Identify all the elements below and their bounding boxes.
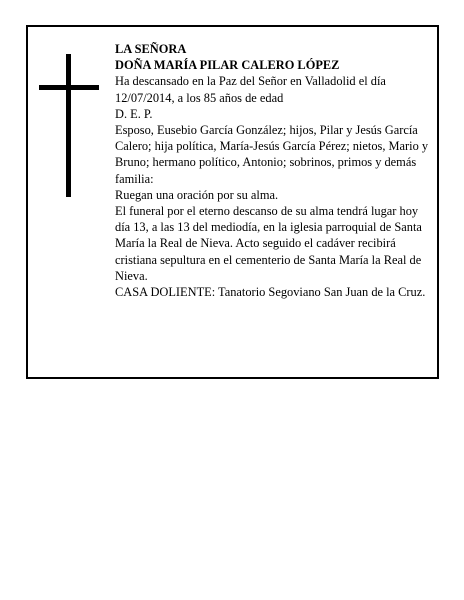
- funeral-details: El funeral por el eterno descanso de su alma tendrá lugar hoy día 13, a las 13 del mediodía, en la iglesia parroquial de Santa María la Real de Nieva. Acto seguido el cadáver recibirá cristiana sepultura en el cementerio de Santa María la Real de Nieva.: [115, 204, 422, 283]
- cross-horizontal-bar: [39, 85, 99, 90]
- notice-text: [115, 41, 433, 300]
- cross-icon: [39, 54, 99, 197]
- family-list: Esposo, Eusebio García González; hijos, Pilar y Jesús García Calero; hija política, María-Jesús García Pérez; nietos, Mario y Bruno; hermano político, Antonio; sobrinos, primos y demás familia:: [115, 123, 429, 186]
- mourning-house: CASA DOLIENTE: Tanatorio Segoviano San Juan de la Cruz.: [115, 285, 426, 300]
- passing-statement: Ha descansado en la Paz del Señor en Valladolid el día 12/07/2014, a los 85 años de edad: [115, 74, 386, 105]
- rest-in-peace: D. E. P.: [115, 106, 153, 121]
- prayer-request: Ruegan una oración por su alma.: [115, 187, 279, 202]
- notice-title: LA SEÑORA: [115, 42, 187, 56]
- cross-vertical-bar: [66, 54, 71, 197]
- deceased-name: DOÑA MARÍA PILAR CALERO LÓPEZ: [115, 58, 340, 73]
- obituary-notice: [26, 25, 439, 379]
